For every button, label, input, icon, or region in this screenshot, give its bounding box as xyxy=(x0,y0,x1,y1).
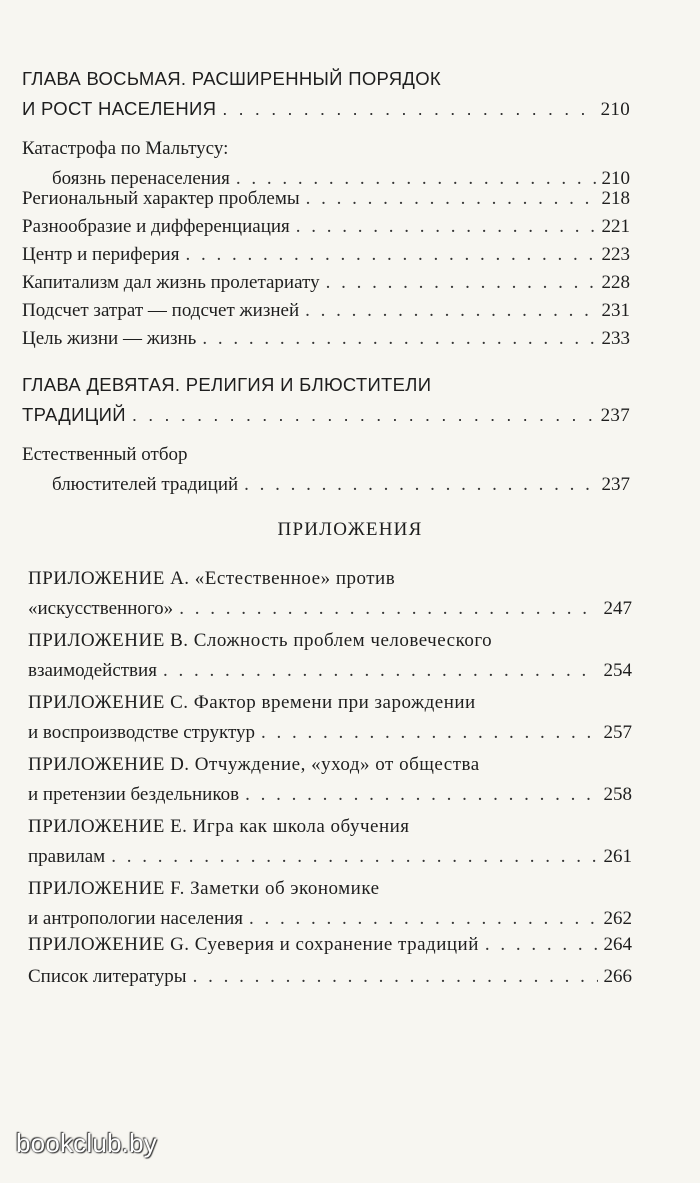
leader-dots xyxy=(132,400,595,430)
leader-dots xyxy=(193,962,598,992)
page-number: 266 xyxy=(603,966,632,987)
entry-line2: блюстителей традиций xyxy=(52,474,239,495)
entry-title: Разнообразие и дифференциация xyxy=(22,216,290,237)
entry-line1: ПРИЛОЖЕНИЕ B. Сложность проблем человеческого xyxy=(28,630,493,651)
page-number: 237 xyxy=(601,474,630,495)
leader-dots xyxy=(202,324,595,354)
appendices-heading: ПРИЛОЖЕНИЯ xyxy=(277,519,423,540)
page-number: 223 xyxy=(601,244,630,265)
entry-line2: и претензии бездельников xyxy=(28,784,240,805)
page-number: 247 xyxy=(603,598,632,619)
entry-title: Капитализм дал жизнь пролетариату xyxy=(22,272,320,293)
chapter-9-entry[interactable] xyxy=(22,370,630,431)
leader-dots xyxy=(261,718,598,748)
leader-dots xyxy=(222,94,594,124)
appendix-c-entry[interactable] xyxy=(28,688,632,748)
page-number: 257 xyxy=(603,722,632,743)
toc-entry[interactable] xyxy=(22,268,630,298)
toc-entry[interactable] xyxy=(22,240,630,270)
toc-entry[interactable] xyxy=(22,184,630,214)
appendix-f-entry[interactable] xyxy=(28,874,632,934)
appendix-a-entry[interactable] xyxy=(28,564,632,624)
page-number: 218 xyxy=(601,188,630,209)
entry-title: Подсчет затрат — подсчет жизней xyxy=(22,300,300,321)
leader-dots xyxy=(326,268,596,298)
entry-line2: боязнь перенаселения xyxy=(52,168,230,189)
leader-dots xyxy=(163,656,598,686)
entry-line1: Естественный отбор xyxy=(22,444,188,465)
page-number: 210 xyxy=(600,99,630,120)
page-number: 231 xyxy=(601,300,630,321)
chapter-9-title-line2: ТРАДИЦИЙ xyxy=(22,404,126,425)
entry-line1: ПРИЛОЖЕНИЕ A. «Естественное» против xyxy=(28,568,396,589)
toc-entry[interactable] xyxy=(22,296,630,326)
page-number: 254 xyxy=(603,660,632,681)
appendix-g-entry[interactable] xyxy=(28,930,632,960)
chapter-8-title-line2: И РОСТ НАСЕЛЕНИЯ xyxy=(22,98,217,119)
toc-entry-natural-selection[interactable] xyxy=(22,440,630,500)
leader-dots xyxy=(305,296,595,326)
page-number: 258 xyxy=(603,784,632,805)
chapter-9-title-line1: ГЛАВА ДЕВЯТАЯ. РЕЛИГИЯ И БЛЮСТИТЕЛИ xyxy=(22,374,432,395)
appendix-b-entry[interactable] xyxy=(28,626,632,686)
entry-line1: ПРИЛОЖЕНИЕ F. Заметки об экономике xyxy=(28,878,380,899)
page-number: 221 xyxy=(601,216,630,237)
entry-line2: правилам xyxy=(28,846,106,867)
appendix-d-entry[interactable] xyxy=(28,750,632,810)
chapter-8-title-line1: ГЛАВА ВОСЬМАЯ. РАСШИРЕННЫЙ ПОРЯДОК xyxy=(22,68,441,89)
entry-line2: «искусственного» xyxy=(28,598,174,619)
page-number: 228 xyxy=(601,272,630,293)
leader-dots xyxy=(111,842,597,872)
entry-title: Цель жизни — жизнь xyxy=(22,328,197,349)
entry-title: Региональный характер проблемы xyxy=(22,188,300,209)
bibliography-entry[interactable] xyxy=(28,962,632,992)
page-number: 210 xyxy=(601,168,630,189)
entry-title: Список литературы xyxy=(28,966,187,987)
leader-dots xyxy=(245,780,597,810)
leader-dots xyxy=(185,240,595,270)
page-number: 262 xyxy=(603,908,632,929)
watermark-logo: bookclub.by xyxy=(16,1128,157,1158)
appendix-e-entry[interactable] xyxy=(28,812,632,872)
page-number: 237 xyxy=(600,405,630,426)
entry-line1: Катастрофа по Мальтусу: xyxy=(22,138,229,159)
leader-dots xyxy=(485,930,598,960)
entry-line2: и антропологии населения xyxy=(28,908,244,929)
leader-dots xyxy=(244,470,595,500)
entry-line1: ПРИЛОЖЕНИЕ E. Игра как школа обучения xyxy=(28,816,410,837)
leader-dots xyxy=(306,184,596,214)
toc-entry[interactable] xyxy=(22,212,630,242)
chapter-8-entry[interactable] xyxy=(22,64,630,125)
entry-line2: и воспроизводстве структур xyxy=(28,722,255,743)
entry-line1: ПРИЛОЖЕНИЕ C. Фактор времени при зарождении xyxy=(28,692,476,713)
leader-dots xyxy=(179,594,597,624)
entry-title: ПРИЛОЖЕНИЕ G. Суеверия и сохранение традиций xyxy=(28,934,479,955)
entry-line1: ПРИЛОЖЕНИЕ D. Отчуждение, «уход» от общества xyxy=(28,754,480,775)
page-number: 264 xyxy=(603,934,632,955)
entry-title: Центр и периферия xyxy=(22,244,180,265)
page-number: 233 xyxy=(601,328,630,349)
entry-line2: взаимодействия xyxy=(28,660,157,681)
toc-entry[interactable] xyxy=(22,324,630,354)
page-number: 261 xyxy=(603,846,632,867)
leader-dots xyxy=(296,212,596,242)
